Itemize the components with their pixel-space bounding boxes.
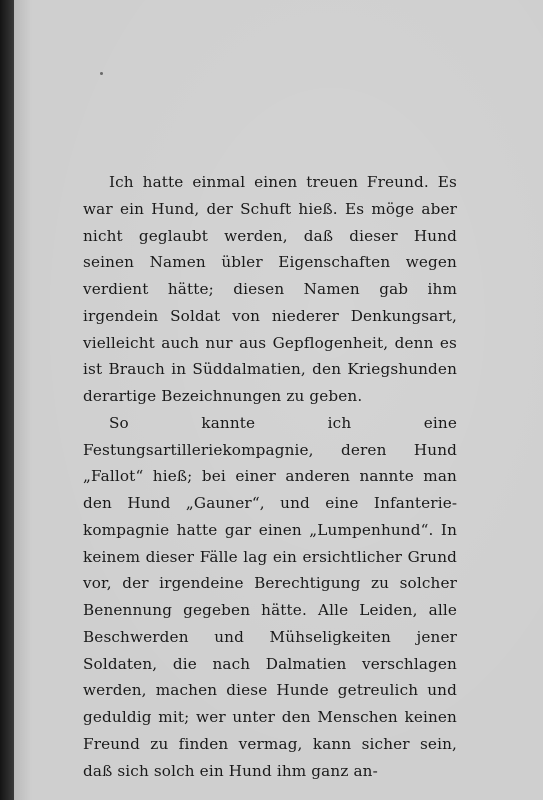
paragraph-1: Ich hatte einmal einen treuen Freund. Es war ein Hund, der Schuft hieß. Es möge aber nicht geglaubt werden, daß dieser Hund seinen Namen übler Eigenschaften wegen verdient hätte; diesen Namen gab ihm irgendein Soldat von niederer Denkungsart, vielleicht auch nur aus Gepflogenheit, denn es ist Brauch in Süddalmatien, den Kriegshunden derartige Bezeichnungen zu geben.: [83, 173, 457, 405]
book-page: [14, 0, 543, 800]
body-text: [83, 169, 457, 784]
page-gutter-shadow: [0, 0, 14, 800]
paragraph-2: So kannte ich eine Festungsartilleriekompagnie, deren Hund „Fallot“ hieß; bei einer anderen nannte man den Hund „Gauner“, und eine Infanteriekompagnie hatte gar einen „Lumpenhund“. In keinem dieser Fälle lag ein ersichtlicher Grund vor, der irgendeine Berechtigung zu solcher Benennung gegeben hätte. Alle Leiden, alle Beschwerden und Mühseligkeiten jener Soldaten, die nach Dalmatien verschlagen werden, machen diese Hunde getreulich und geduldig mit; wer unter den Menschen keinen Freund zu finden vermag, kann sicher sein, daß sich solch ein Hund ihm ganz an-: [83, 413, 457, 780]
paper-speck: [100, 72, 103, 75]
